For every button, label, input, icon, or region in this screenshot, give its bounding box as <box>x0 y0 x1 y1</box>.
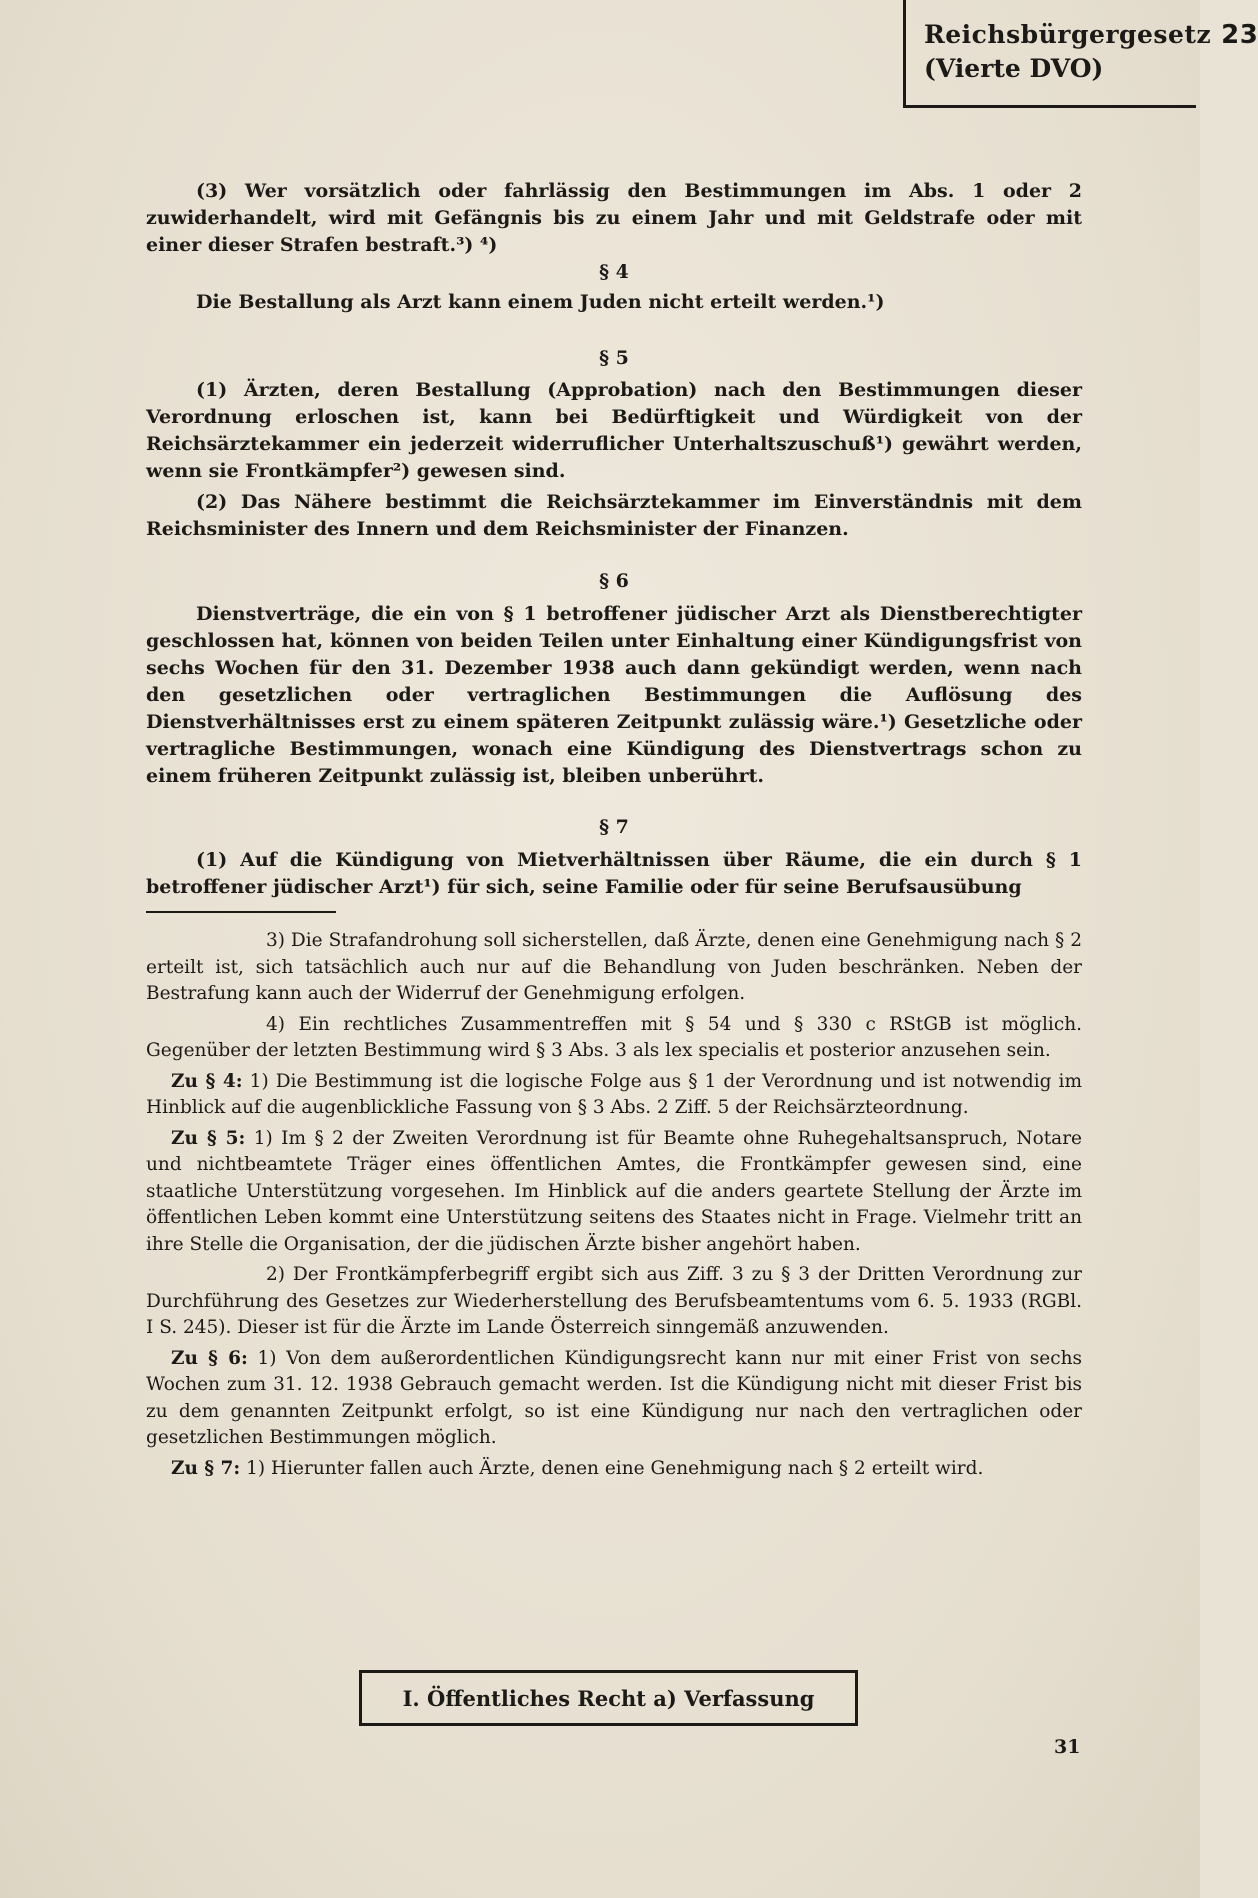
section-4-heading: § 4 <box>599 261 629 283</box>
footnote-4: 4) Ein rechtliches Zusammentreffen mit § 54 und § 330 c RStGB ist möglich. Gegenüber der letzten Bestimmung wird § 3 Abs. 3 als lex specialis et posterior anzusehen sein. <box>146 1013 1082 1061</box>
note-zu-5-label: Zu § 5: <box>171 1127 246 1149</box>
note-zu-6 <box>146 1346 1082 1452</box>
para-3-3-text: (3) Wer vorsätzlich oder fahrlässig den Bestimmungen im Abs. 1 oder 2 zuwiderhandelt, wird mit Gefängnis bis zu einem Jahr und mit Geldstrafe oder mit einer dieser Strafen bestraft.³) ⁴) <box>146 180 1082 256</box>
section-6 <box>146 568 1082 790</box>
section-6-text: Dienstverträge, die ein von § 1 betroffener jüdischer Arzt als Dienstberechtigter geschlossen hat, können von beiden Teilen unter Einhaltung einer Kündigungsfrist von sechs Wochen für den 31. Dezember 1938 auch dann gekündigt werden, wenn nach den gesetzlichen oder vertraglichen Bestimmungen die Auflösung des Dienstverhältnisses erst zu einem späteren Zeitpunkt zulässig wäre.¹) Gesetzliche oder vertragliche Bestimmungen, wonach eine Kündigung des Dienstvertrags schon zu einem früheren Zeitpunkt zulässig ist, bleiben unberührt. <box>146 603 1082 787</box>
note-zu-4-text: 1) Die Bestimmung ist die logische Folge aus § 1 der Verordnung und ist notwendig im Hinblick auf die augenblickliche Fassung von § 3 Abs. 2 Ziff. 5 der Reichsärzteordnung. <box>146 1070 1082 1118</box>
section-5-para-1: (1) Ärzten, deren Bestallung (Approbation) nach den Bestimmungen dieser Verordnung erloschen ist, kann bei Bedürftigkeit und Würdigkeit von der Reichsärztekammer ein jederzeit widerruflicher Unterhaltszuschuß¹) gewährt werden, wenn sie Frontkämpfer²) gewesen sind. <box>146 379 1082 482</box>
note-zu-7-label: Zu § 7: <box>171 1457 241 1479</box>
header-title: Reichsbürgergesetz <box>924 20 1212 49</box>
note-zu-5-item-2: 2) Der Frontkämpferbegriff ergibt sich aus Ziff. 3 zu § 3 der Dritten Verordnung zur Durchführung des Gesetzes zur Wiederherstellung des Berufsbeamtentums vom 6. 5. 1933 (RGBl. I S. 245). Dieser ist für die Ärzte im Lande Österreich sinngemäß anzuwenden. <box>146 1264 1082 1338</box>
footnote-3: 3) Die Strafandrohung soll sicherstellen, daß Ärzte, denen eine Genehmigung nach § 2 erteilt ist, sich tatsächlich auch nur auf die Behandlung von Juden beschränken. Neben der Bestrafung kann auch der Widerruf der Genehmigung erfolgen. <box>146 930 1082 1004</box>
header-title-line <box>924 18 1258 52</box>
section-6-heading: § 6 <box>599 570 629 592</box>
note-zu-7 <box>146 1456 1082 1483</box>
section-tab-label: I. Öffentliches Recht a) Verfassung <box>359 1670 858 1726</box>
section-4-text: Die Bestallung als Arzt kann einem Juden nicht erteilt werden.¹) <box>196 291 885 313</box>
section-7 <box>146 814 1082 901</box>
note-zu-5 <box>146 1126 1082 1259</box>
header-page-number: 23 <box>1221 20 1258 50</box>
note-zu-6-label: Zu § 6: <box>171 1347 248 1369</box>
section-5-para-2: (2) Das Nähere bestimmt die Reichsärztekammer im Einverständnis mit dem Reichsminister des Innern und dem Reichsminister der Finanzen. <box>146 491 1082 540</box>
note-zu-5-text: 1) Im § 2 der Zweiten Verordnung ist für Beamte ohne Ruhegehaltsanspruch, Notare und nichtbeamtete Träger eines öffentlichen Amtes, die Frontkämpfer gewesen sind, eine staatliche Unterstützung vorgesehen. Im Hinblick auf die anders geartete Stellung der Ärzte im öffentlichen Leben kommt eine Unterstützung seitens des Staates nicht in Frage. Vielmehr tritt an ihre Stelle die Organisation, der die jüdischen Ärzte bisher angehört haben. <box>146 1127 1082 1255</box>
page-number: 31 <box>1054 1736 1081 1758</box>
para-3-3 <box>146 178 1082 259</box>
section-7-heading: § 7 <box>599 816 629 838</box>
note-zu-4 <box>146 1069 1082 1122</box>
note-zu-4-label: Zu § 4: <box>171 1070 243 1092</box>
footnotes <box>146 928 1082 1486</box>
header-subtitle: (Vierte DVO) <box>924 54 1104 83</box>
section-4 <box>146 259 1082 316</box>
section-7-para-1: (1) Auf die Kündigung von Mietverhältnissen über Räume, die ein durch § 1 betroffener jüdischer Arzt¹) für sich, seine Familie oder für seine Berufsausübung <box>146 849 1082 898</box>
running-header <box>903 0 1258 108</box>
footnote-separator <box>146 911 336 913</box>
section-5 <box>146 345 1082 543</box>
section-5-heading: § 5 <box>599 347 629 369</box>
note-zu-7-text: 1) Hierunter fallen auch Ärzte, denen eine Genehmigung nach § 2 erteilt wird. <box>246 1457 984 1479</box>
note-zu-6-text: 1) Von dem außerordentlichen Kündigungsrecht kann nur mit einer Frist von sechs Wochen zum 31. 12. 1938 Gebrauch gemacht werden. Ist die Kündigung nicht mit dieser Frist bis zu dem genannten Zeitpunkt erfolgt, so ist eine Kündigung nur nach den vertraglichen oder gesetzlichen Bestimmungen möglich. <box>146 1347 1082 1448</box>
